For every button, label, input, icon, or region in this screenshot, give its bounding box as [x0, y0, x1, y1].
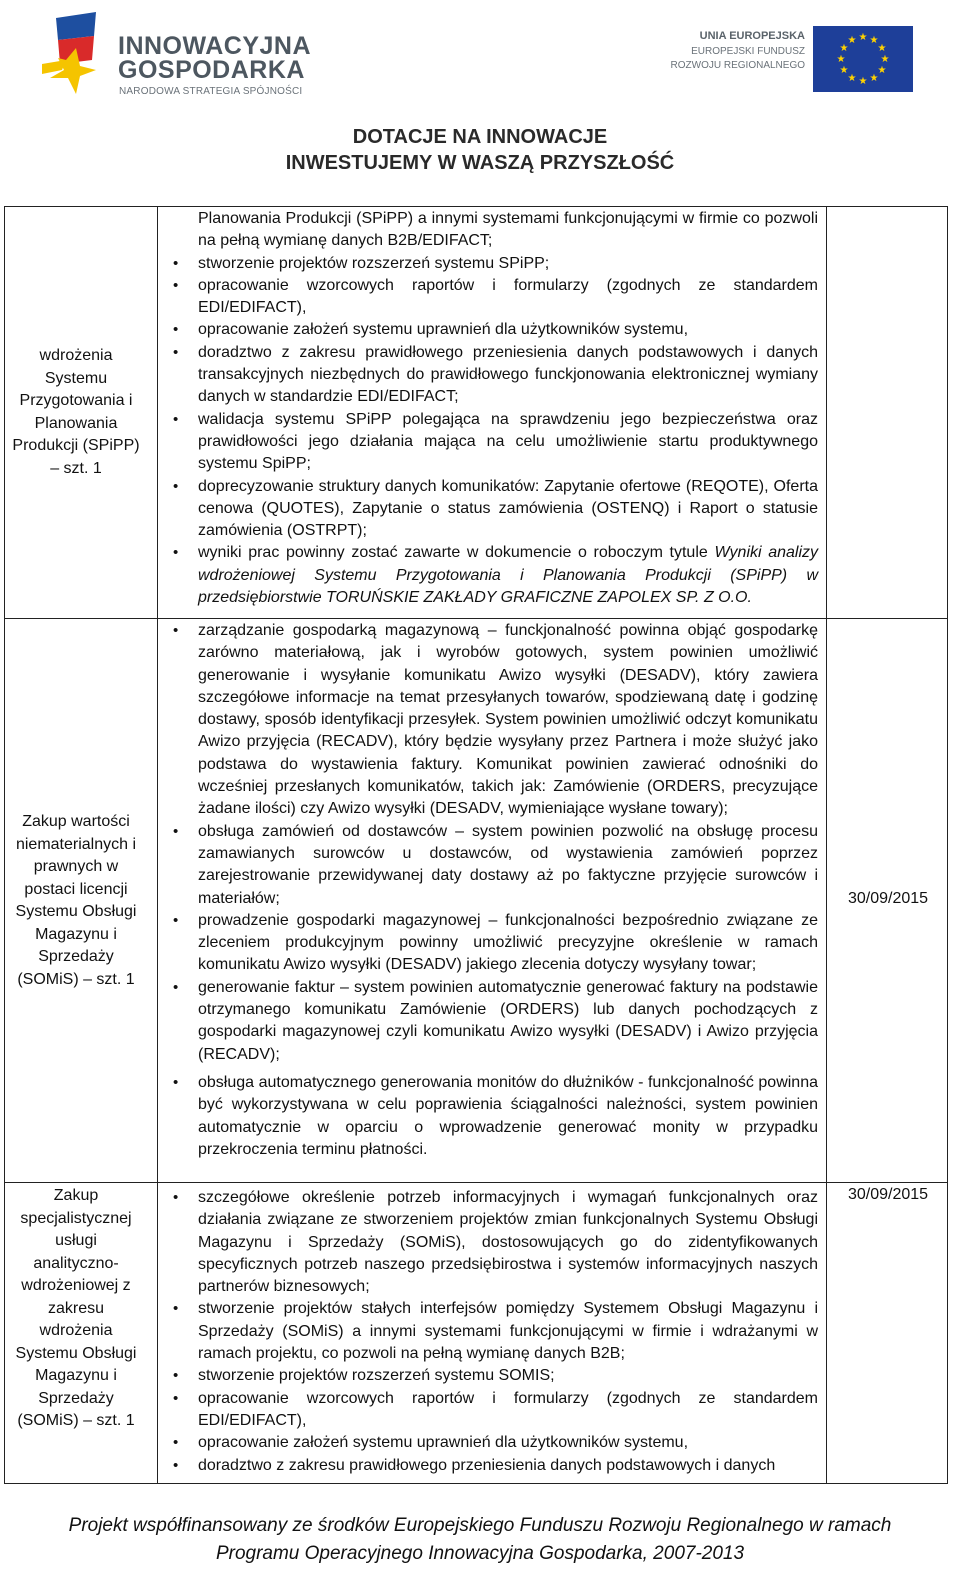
svg-text:★: ★ — [877, 43, 887, 54]
row3-name-line: wdrożeniowej z — [21, 1277, 131, 1294]
slogan-line1: DOTACJE NA INNOWACJE — [352, 126, 608, 148]
row2-name-line: niematerialnych i — [15, 835, 137, 853]
list-item: • opracowanie wzorcowych raportów i formularzy (zgodnych ze standardem EDI/EDIFACT), — [198, 1388, 818, 1433]
list-item: • zarządzanie gospodarką magazynową – funckjonalność powinna objąć gospodarkę zarówno materiałową, jak i wyrobów gotowych, system powinien umożliwić generowanie i wysyłanie komunikatu Awizo wysyłki (DESADV), który zawiera szczegółowe informacje na temat przesyłanych towarów, spodziewaną datę i godzinę dostawy, sposób identyfikacji przesyłek. System powinien umożliwić odczyt komunikatu Awizo przyjęcia (RECADV), który będzie wysyłany przez Partnera i może służyć jako podstawa do wystawienia faktury. Komunikat powinien zawierać odnośniki do wcześniej przesłanych komunikatów, takich jak: Zamówienie (ORDERS, precyzujące żadane ilości) czy Awizo wysyłki (DESADV, wymieniające wysłane towary); — [198, 620, 818, 821]
footer-line1: Projekt współfinansowany ze środków Europejskiego Funduszu Rozwoju Regionalnego w ramach — [68, 1515, 892, 1536]
list-item: • stworzenie projektów rozszerzeń systemu SPiPP; — [198, 253, 818, 275]
list-item: • generowanie faktur – system powinien automatycznie generować faktury na podstawie otrzymanego komunikatu Zamówienie (ORDERS) lub danych pochodzących z gospodarki magazynowej czyli komunikatu Awizo wysyłki (DESADV) i Awizo przyjęcia (RECADV); — [198, 977, 818, 1066]
list-item: • stworzenie projektów stałych interfejsów pomiędzy Systemem Obsługi Magazynu i Sprzedaży (SOMiS) a innymi systemami funkcjonującymi w firmie i wdrażanymi w ramach projektu, co pozwoli na pełną wymianę danych B2B; — [198, 1298, 818, 1365]
row3-name-line: Sprzedaży — [38, 1389, 114, 1407]
row2-date: 30/09/2015 — [847, 890, 929, 907]
row3-name-line: Systemu Obsługi — [15, 1344, 137, 1362]
unia-europejska-logo — [648, 20, 913, 92]
svg-text:★: ★ — [869, 73, 879, 84]
row1-name-line: Produkcji (SPiPP) — [12, 437, 140, 454]
row2-name-line: Magazynu i — [35, 925, 117, 943]
row1-item-name — [0, 345, 152, 480]
list-item: • doradztwo z zakresu prawidłowego przeniesienia danych podstawowych i danych — [198, 1455, 818, 1477]
row3-name-line: usługi — [55, 1232, 97, 1249]
logo-text-line1: INNOWACYJNA — [118, 32, 312, 60]
svg-text:★: ★ — [836, 54, 846, 65]
row2-name-line: (SOMiS) – szt. 1 — [17, 970, 135, 988]
innowacyjna-gospodarka-logo — [36, 8, 336, 104]
row3-name-line: Magazynu i — [35, 1367, 117, 1384]
svg-text:★: ★ — [839, 43, 849, 54]
row3-name-line: Zakup — [53, 1187, 99, 1204]
row2-description — [198, 620, 818, 1161]
eu-logo-line1: UNIA EUROPEJSKA — [699, 30, 805, 42]
row3-date: 30/09/2015 — [847, 1186, 929, 1203]
list-item: • stworzenie projektów rozszerzeń systemu SOMIS; — [198, 1365, 818, 1387]
table-cell — [827, 1183, 948, 1484]
slogan-line2: INWESTUJEMY W WASZĄ PRZYSZŁOŚĆ — [285, 152, 675, 174]
row3-name-line: analityczno- — [33, 1254, 119, 1272]
row3-name-line: zakresu — [47, 1299, 105, 1317]
row1-name-line: – szt. 1 — [50, 459, 102, 477]
row3-name-line: specjalistycznej — [20, 1209, 132, 1227]
list-item: • opracowanie założeń systemu uprawnień dla użytkowników systemu, — [198, 1432, 818, 1454]
svg-text:★: ★ — [839, 65, 849, 76]
logo-text-line3: NARODOWA STRATEGIA SPÓJNOŚCI — [119, 86, 303, 97]
table-cell — [827, 207, 948, 619]
document-title-italic: Wyniki analizy wdrożeniowej Systemu Przygotowania i Planowania Produkcji (SPiPP) w przedsiębiorstwie TORUŃSKIE ZAKŁADY GRAFICZNE ZAPOLEX SP. Z O.O. — [198, 544, 818, 607]
list-item: • obsługa zamówień od dostawców – system powinien pozwolić na obsługę procesu zamawianych surowców u dostawców, od wystawienia zamówień poprzez zarejestrowanie przewidywanej daty dostawy aż po faktyczne przyjęcie surowców i materiałów; — [198, 821, 818, 910]
row3-item-name — [0, 1185, 152, 1433]
row3-name-line: wdrożenia — [39, 1322, 113, 1339]
footer-line2: Programu Operacyjnego Innowacyjna Gospodarka, 2007-2013 — [215, 1543, 745, 1564]
eu-flag-icon — [813, 26, 913, 92]
svg-text:★: ★ — [877, 65, 887, 76]
row1-name-line: Systemu — [44, 369, 108, 387]
row2-name-line: postaci licencji — [24, 880, 128, 898]
list-item: • doradztwo z zakresu prawidłowego przeniesienia danych podstawowych i danych transakcyjnych niezbędnych do prawidłowego funckjonowania elektronicznej wymiany danych w standardzie EDI/EDIFACT; — [198, 342, 818, 409]
svg-text:★: ★ — [847, 73, 857, 84]
star-flag-icon — [36, 8, 116, 104]
list-item-text: wyniki prac powinny zostać zawarte w dokumencie o roboczym tytule — [198, 544, 715, 562]
row1-name-line: Przygotowania i — [19, 392, 133, 409]
list-item: • szczegółowe określenie potrzeb informacyjnych i wymagań funkcjonalnych oraz działania związane ze stworzeniem projektów zmian funkcjonalnych Systemu Obsługi Magazynu i Sprzedaży (SOMiS), dostosowujących go do zidentyfikowanych specyficznych potrzeb naszego przedsiębirostwa i systemów informacyjnych naszych partnerów biznesowych; — [198, 1187, 818, 1298]
svg-text:★: ★ — [858, 76, 868, 87]
list-item: • prowadzenie gospodarki magazynowej – funkcjonalności bezpośrednio związane ze zleceniem produkcyjnym powinny umożliwić precyzyjne określenie w ramach komunikatu Awizo wysyłki (DESADV) jakiego zlecenia dotyczy wysyłany towar; — [198, 910, 818, 977]
list-item: • walidacja systemu SPiPP polegająca na sprawdzeniu jego bezpieczeństwa oraz prawidłowości jego działania mająca na celu umożliwienie startu produktywnego systemu SpiPP; — [198, 409, 818, 476]
row3-description — [198, 1187, 818, 1477]
row2-name-line: Systemu Obsługi — [15, 903, 137, 920]
logo-text-line2: GOSPODARKA — [118, 56, 305, 84]
row2-name-line: Sprzedaży — [38, 948, 114, 965]
svg-text:★: ★ — [847, 35, 857, 46]
eu-logo-line3: ROZWOJU REGIONALNEGO — [670, 60, 805, 71]
row1-description — [198, 208, 818, 609]
svg-text:★: ★ — [869, 35, 879, 46]
list-item — [198, 542, 818, 609]
list-item: • opracowanie wzorcowych raportów i formularzy (zgodnych ze standardem EDI/EDIFACT), — [198, 275, 818, 320]
list-item: • doprecyzowanie struktury danych komunikatów: Zapytanie ofertowe (REQOTE), Oferta cenowa (QUOTES), Zapytanie o status zamówienia (OSTENQ) i Raport o statusie zamówienia (OSTRPT); — [198, 476, 818, 543]
svg-text:★: ★ — [880, 54, 890, 65]
row1-name-line: Planowania — [34, 414, 118, 432]
row2-item-name — [0, 811, 152, 991]
row1-continued-text: Planowania Produkcji (SPiPP) a innymi systemami funkcjonującymi w firmie co pozwoli na pełną wymianę danych B2B/EDIFACT; — [198, 210, 818, 250]
row3-name-line: (SOMiS) – szt. 1 — [17, 1412, 135, 1429]
row2-name-line: prawnych w — [33, 858, 119, 875]
row2-name-line: Zakup wartości — [22, 813, 130, 830]
list-item: • opracowanie założeń systemu uprawnień dla użytkowników systemu, — [198, 319, 818, 341]
eu-logo-line2: EUROPEJSKI FUNDUSZ — [691, 46, 805, 57]
list-item: • obsługa automatycznego generowania monitów do dłużników - funkcjonalność powinna być wykorzystywana w celu poprawienia ściągalności należności, system powinien automatycznie w oparciu o wprowadzenie generować monity w przypadku przekroczenia terminu płatności. — [198, 1072, 818, 1161]
row1-name-line: wdrożenia — [39, 347, 113, 364]
svg-text:★: ★ — [858, 32, 868, 43]
